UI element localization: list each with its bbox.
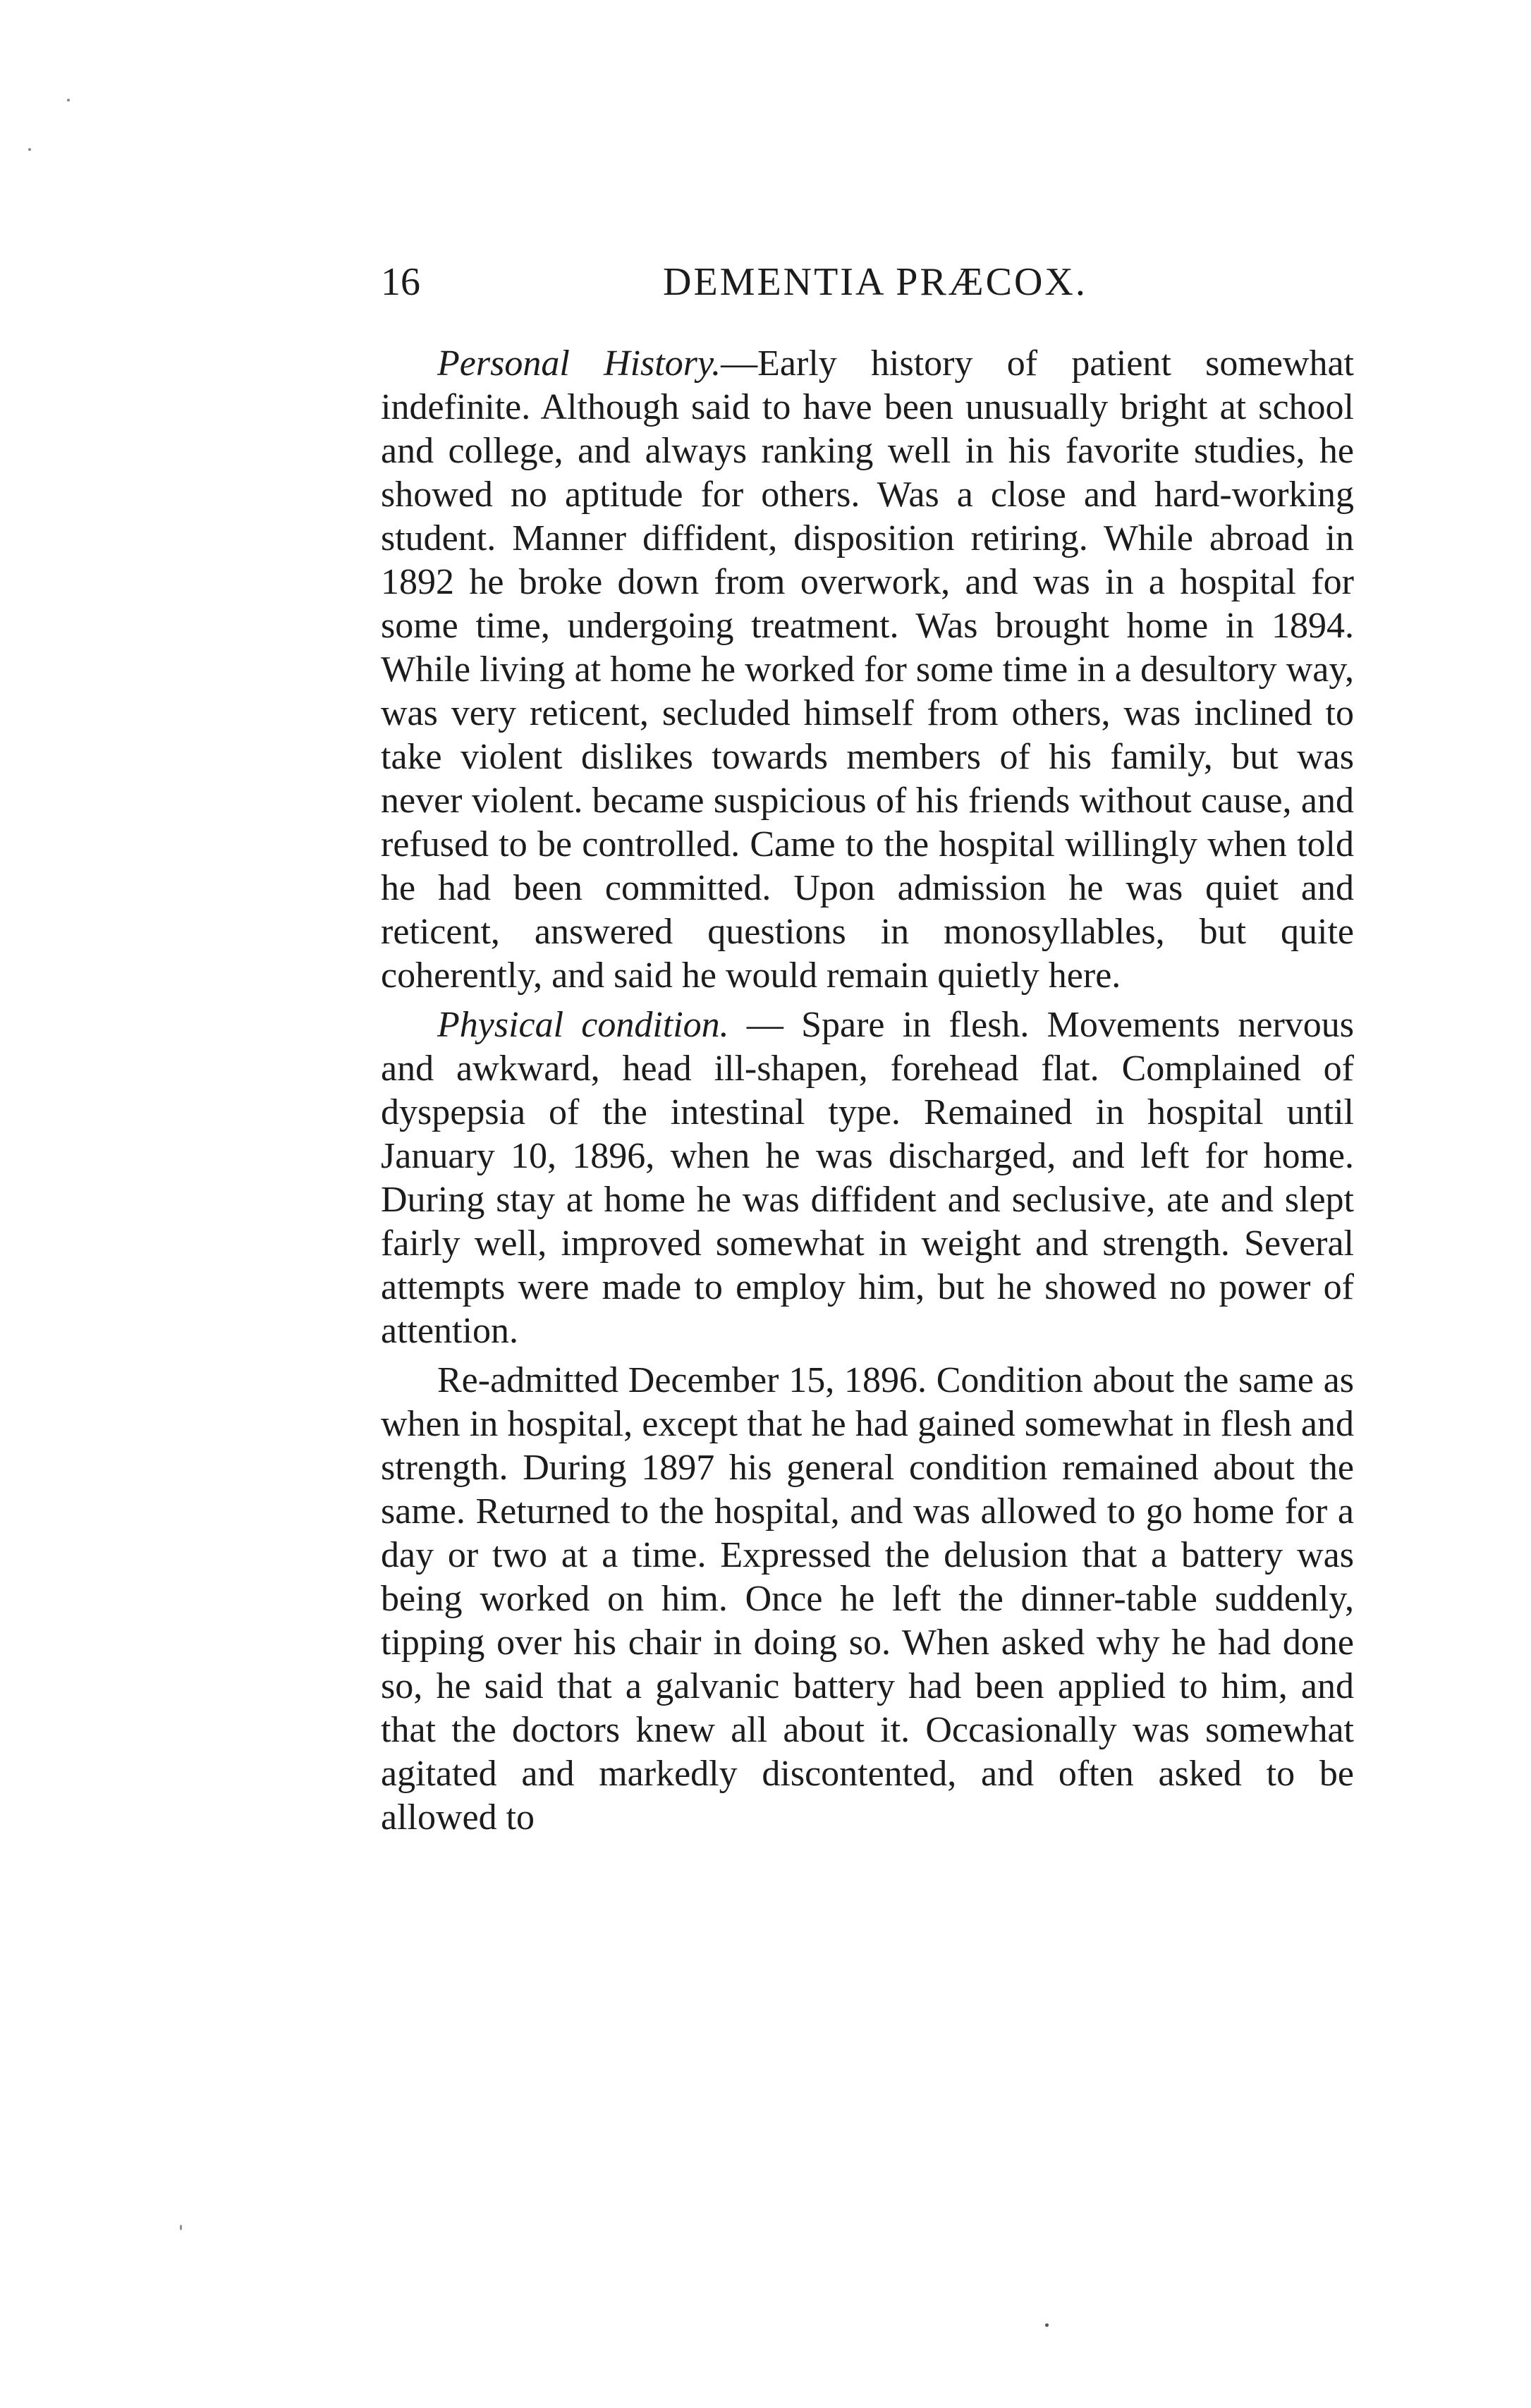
- paragraph-text: Spare in flesh. Movements nervous and awkward, head ill-shapen, forehead flat. Complained of dyspepsia of the intestinal type. Remained in hospital until January 10, 1896, when he was discharged, and left for home. During stay at home he was diffident and seclusive, ate and slept fairly well, improved somewhat in weight and strength. Several attempts were made to employ him, but he showed no power of attention.: [381, 1005, 1354, 1351]
- paragraph-heading: Physical condition.: [437, 1005, 729, 1045]
- body-text: [381, 342, 1354, 1845]
- paragraph-text: Early history of patient somewhat indefinite. Although said to have been unusually bright at school and college, and always ranking well in his favorite studies, he showed no aptitude for others. Was a close and hard-working student. Manner diffident, disposition retiring. While abroad in 1892 he broke down from overwork, and was in a hospital for some time, undergoing treatment. Was brought home in 1894. While living at home he worked for some time in a desultory way, was very reticent, secluded himself from others, was inclined to take violent dislikes towards members of his family, but was never violent. became suspicious of his friends without cause, and refused to be controlled. Came to the hospital willingly when told he had been committed. Upon admission he was quiet and reticent, answered questions in monosyllables, but quite coherently, and said he would remain quietly here.: [381, 343, 1354, 996]
- paper-speck: [180, 2225, 182, 2230]
- paragraph-physical-condition: [381, 1003, 1354, 1353]
- page-number: 16: [381, 260, 420, 304]
- heading-separator: —: [721, 343, 758, 384]
- paragraph-text: Re-admitted December 15, 1896. Condition about the same as when in hospital, except that he had gained somewhat in flesh and strength. During 1897 his general condition remained about the same. Returned to the hospital, and was allowed to go home for a day or two at a time. Expressed the delusion that a battery was being worked on him. Once he left the dinner-table suddenly, tipping over his chair in doing so. When asked why he had done so, he said that a galvanic battery had been applied to him, and that the doctors knew all about it. Occasionally was somewhat agitated and markedly discontented, and often asked to be allowed to: [381, 1360, 1354, 1838]
- running-head: [381, 254, 1354, 310]
- heading-separator: —: [728, 1005, 802, 1045]
- running-title: DEMENTIA PRÆCOX.: [663, 260, 1087, 304]
- paper-speck: [1045, 2323, 1049, 2327]
- paper-speck: [67, 99, 70, 102]
- paragraph-readmission: [381, 1359, 1354, 1840]
- paper-speck: [28, 148, 31, 151]
- paragraph-heading: Personal History.: [437, 343, 721, 384]
- paragraph-personal-history: [381, 342, 1354, 998]
